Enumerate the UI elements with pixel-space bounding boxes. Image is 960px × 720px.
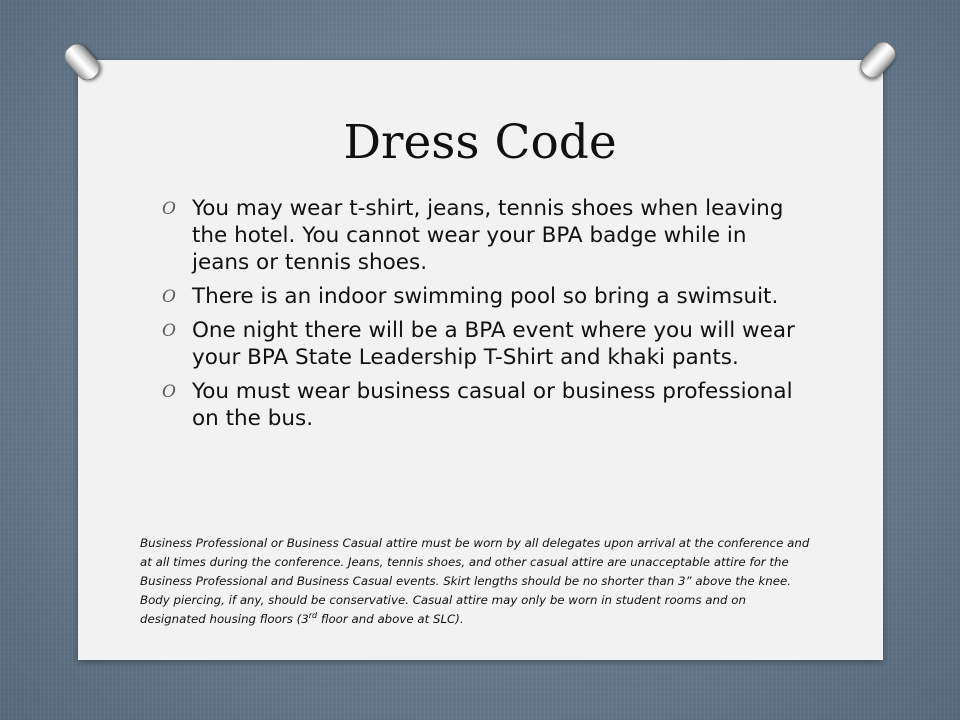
bullet-marker-icon: O: [162, 321, 176, 341]
bullet-item: [162, 283, 802, 310]
bullet-marker-icon: O: [162, 287, 176, 307]
bullet-text: One night there will be a BPA event where you will wear your BPA State Leadership T-Shirt and khaki pants.: [192, 318, 795, 370]
bullet-marker-icon: O: [162, 382, 176, 402]
bullet-item: [162, 317, 802, 371]
bullet-item: [162, 378, 802, 432]
bullet-text: You may wear t-shirt, jeans, tennis shoes when leaving the hotel. You cannot wear your BPA badge while in jeans or tennis shoes.: [192, 196, 784, 275]
slide-title: Dress Code: [343, 115, 617, 170]
bullet-marker-icon: O: [162, 199, 176, 219]
bullet-list: [162, 195, 802, 439]
note-text: Business Professional or Business Casual attire must be worn by all delegates upon arrival at the conference and at all times during the conference. Jeans, tennis shoes, and other casual attire are unacceptable attire for the Business Professional and Business Casual events. Skirt lengths should be no shorter than 3” above the knee. Body piercing, if any, should be conservative. Casual attire may only be worn in student rooms and on designated housing floors (3: [140, 536, 810, 626]
bullet-text: There is an indoor swimming pool so bring a swimsuit.: [192, 284, 779, 309]
note-superscript: rd: [308, 611, 318, 621]
bullet-text: You must wear business casual or business professional on the bus.: [192, 379, 793, 431]
bullet-item: [162, 195, 802, 276]
note-text-end: floor and above at SLC).: [317, 612, 464, 626]
dress-code-note: [140, 534, 810, 629]
